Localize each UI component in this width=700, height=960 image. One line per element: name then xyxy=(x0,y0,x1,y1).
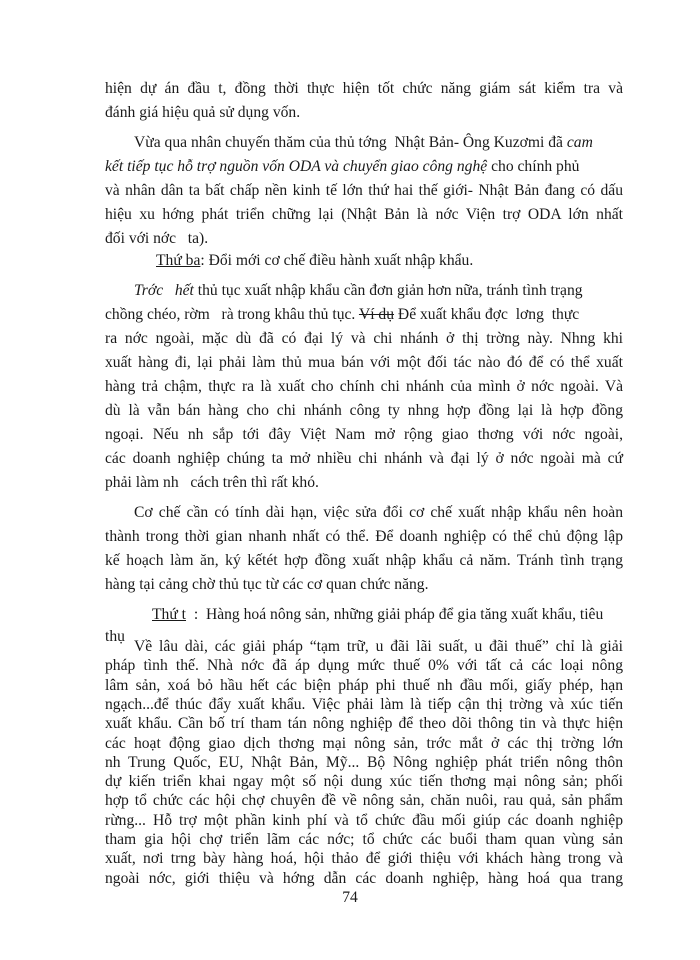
section-heading xyxy=(152,605,603,625)
example-label: Ví dụ xyxy=(358,306,395,323)
text-line: xuất khẩu. Cần bố trí tham tán nông nghiệp để theo dõi thông tin và thực hiện xyxy=(105,715,623,733)
text-span: chồng chéo, rờm rà trong khâu thủ tục. xyxy=(105,306,359,323)
section-heading xyxy=(156,251,473,271)
text-line: xuất, nơi trng bày hàng hoá, hội thảo để giới thiệu với khách hàng trong và xyxy=(105,850,623,868)
text-line: nh Trung Quốc, EU, Nhật Bản, Mỹ... Bộ Nông nghiệp phát triển nông thôn xyxy=(105,753,623,771)
text-line: ngạch...để thúc đẩy xuất khẩu. Việc phải làm là tiếp cận thị trờng và xúc tiến xyxy=(105,695,623,713)
text-line: ra nớc ngoài, mặc dù đã có đại lý và chi nhánh ở thị trờng này. Nhng khi xyxy=(105,330,623,347)
italic-text: cam xyxy=(566,134,593,151)
italic-text: Trớc hết xyxy=(134,282,194,299)
text-line: kế hoạch làm ăn, ký kếtét hợp đồng xuất nhập khẩu cả năm. Tránh tình trạng xyxy=(105,552,623,569)
section-title: : Hàng hoá nông sản, những giải pháp để gia tăng xuất khẩu, tiêu xyxy=(186,606,604,623)
text-line: Về lâu dài, các giải pháp “tạm trữ, u đãi lãi suất, u đãi thuế” chỉ là giải xyxy=(134,638,623,655)
text-line: dự kiến triển khai ngay một số nội dung xúc tiến thơng mại nông sản; phối xyxy=(105,773,623,791)
text-line: rừng... Hỗ trợ một phần kinh phí và tổ chức đầu mối giúp các doanh nghiệp xyxy=(105,811,623,829)
text-line: hàng tại cảng chờ thủ tục từ các cơ quan chức năng. xyxy=(105,576,429,593)
text-span: thủ tục xuất nhập khẩu cần đơn giản hơn nữa, tránh tình trạng xyxy=(193,282,583,299)
section-label: Thứ t xyxy=(152,606,187,623)
text-line: và nhân dân ta bất chấp nền kinh tế lớn thứ hai thế giới- Nhật Bản đang có dấu xyxy=(105,182,623,199)
text-line: Cơ chế cần có tính dài hạn, việc sửa đổi cơ chế xuất nhập khẩu nên hoàn xyxy=(134,504,623,521)
text-line xyxy=(134,281,583,301)
text-line xyxy=(105,157,579,177)
text-line: hàng trả chậm, thực ra là xuất cho chính chi nhánh của mình ở nớc ngoài. Và xyxy=(105,378,623,395)
text-span: Vừa qua nhân chuyến thăm của thủ tớng Nhật Bản- Ông Kuzơmi đã xyxy=(134,134,567,151)
text-line xyxy=(105,305,579,325)
text-line: thụ xyxy=(105,628,125,645)
page-number: 74 xyxy=(342,889,358,906)
text-line: đối với nớc ta). xyxy=(105,230,209,247)
text-line: các doanh nghiệp chúng ta mở nhiều chi nhánh và đại lý ở nớc ngoài mà cứ xyxy=(105,450,623,467)
text-line: hợp tổ chức các hội chợ chuyên đề về nông sản, chăn nuôi, rau quả, sản phẩm xyxy=(105,792,623,810)
text-line: các hoạt động giao dịch thơng mại nông sản, trớc mắt ở các thị trờng lớn xyxy=(105,734,623,752)
text-line: phải làm nh cách trên thì rất khó. xyxy=(105,474,319,491)
text-span: Để xuất khẩu đợc lơng thực xyxy=(394,306,580,323)
text-line: pháp tình thế. Nhà nớc đã áp dụng mức thuế 0% với tất cả các loại nông xyxy=(105,657,623,675)
text-line: hiện dự án đầu t, đồng thời thực hiện tốt chức năng giám sát kiểm tra và xyxy=(105,80,623,97)
text-line: thành trong thời gian nhanh nhất có thể. Để doanh nghiệp có thể chủ động lập xyxy=(105,528,623,545)
text-line xyxy=(134,133,593,153)
text-line: dù là vẫn bán hàng cho chi nhánh công ty nhng hợp đồng lại là hợp đồng xyxy=(105,402,623,419)
text-span: cho chính phủ xyxy=(487,158,580,175)
section-label: Thứ ba xyxy=(156,252,201,269)
text-line: tham gia hội chợ triển lãm các nớc; tổ chức các buổi tham quan vùng sản xyxy=(105,831,623,848)
text-line: ngoài nớc, giới thiệu và hớng dẫn các doanh nghiệp, hàng hoá qua trang xyxy=(105,869,623,887)
italic-text: kết tiếp tục hỗ trợ nguồn vốn ODA và chuyển giao công nghệ xyxy=(105,158,488,175)
text-line: lâm sản, xoá bỏ hầu hết các biện pháp phi thuế nh đầu mối, giấy phép, hạn xyxy=(105,676,623,694)
text-line: ngoại. Nếu nh sắp tới đây Việt Nam mở rộng giao thơng với nớc ngoài, xyxy=(105,426,623,443)
text-line: hiệu xu hớng phát triển chững lại (Nhật Bản là nớc Viện trợ ODA lớn nhất xyxy=(105,206,623,223)
text-line: đánh giá hiệu quả sử dụng vốn. xyxy=(105,104,301,121)
section-title: : Đổi mới cơ chế điều hành xuất nhập khẩu. xyxy=(200,252,474,269)
text-line: xuất hàng đi, lại phải làm thủ mua bán với một đối tác nào đó để có thể xuất xyxy=(105,354,623,371)
